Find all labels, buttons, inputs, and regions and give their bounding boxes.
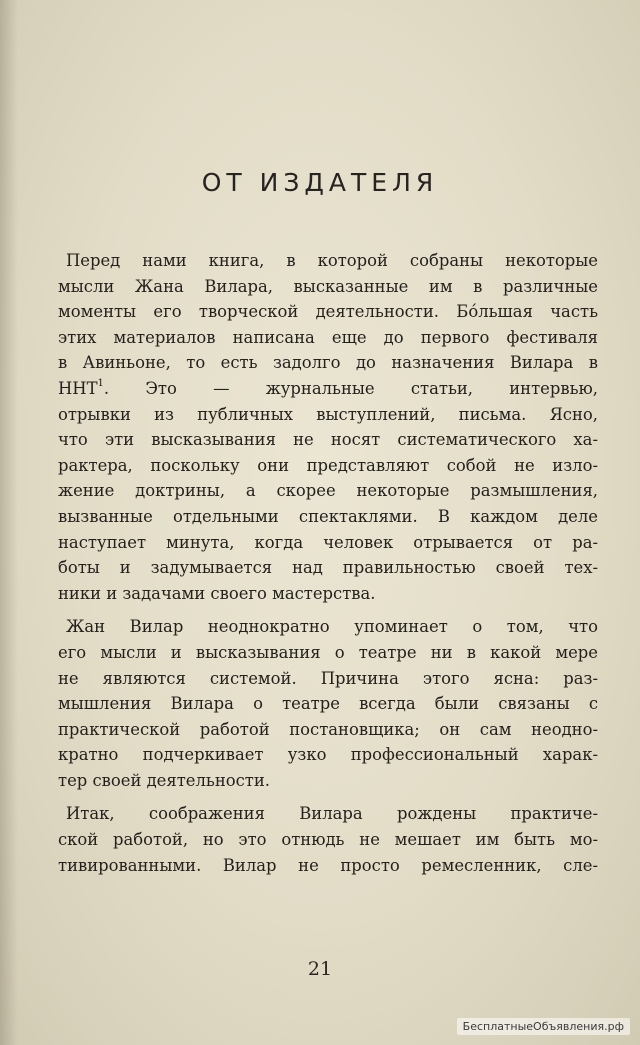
abbreviation-nnt: ННТ — [58, 378, 98, 398]
text-line: отрывки из публичных выступлений, письма. Ясно, — [58, 404, 598, 424]
text-line: моменты его творческой деятельности. Бо́льшая часть — [58, 302, 598, 322]
text-line: ники и задачами своего мастерства. — [58, 583, 376, 603]
text-line: тивированными. Вилар не просто ремесленник, сле- — [58, 855, 598, 875]
text-line: мысли Жана Вилара, высказанные им в различные — [58, 276, 598, 296]
page-edge-shadow — [0, 0, 18, 1045]
text-line: тер своей деятельности. — [58, 770, 270, 790]
footnote-mark: 1 — [97, 377, 104, 389]
text-line: Жан Вилар неоднократно упоминает о том, что — [66, 617, 598, 637]
text-line: практической работой постановщика; он сам неодно- — [58, 719, 598, 739]
text-line: его мысли и высказывания о театре ни в какой мере — [58, 642, 598, 662]
text-line: ской работой, но это отнюдь не мешает им быть мо- — [58, 830, 598, 850]
text-line: мышления Вилара о театре всегда были связаны с — [58, 694, 598, 714]
text-line: наступает минута, когда человек отрывается от ра- — [58, 532, 598, 552]
paragraph-2 — [58, 614, 598, 793]
text-line: кратно подчеркивает узко профессиональный харак- — [58, 745, 598, 765]
text-line-with-footnote — [58, 376, 598, 402]
site-watermark: БесплатныеОбъявления.рф — [457, 1018, 630, 1035]
paragraph-1 — [58, 248, 598, 606]
text-line: боты и задумывается над правильностью своей тех- — [58, 558, 598, 578]
text-line: Итак, соображения Вилара рождены практиче- — [66, 804, 598, 824]
text-line: в Авиньоне, то есть задолго до назначения Вилара в — [58, 353, 598, 373]
text-line: рактера, поскольку они представляют собой не изло- — [58, 455, 598, 475]
text-line: что эти высказывания не носят систематического ха- — [58, 430, 598, 450]
text-line: не являются системой. Причина этого ясна: раз- — [58, 668, 598, 688]
body-text — [58, 248, 598, 886]
paragraph-3 — [58, 801, 598, 878]
text-line: вызванные отдельными спектаклями. В каждом деле — [58, 506, 598, 526]
text-line-continuation: . Это — журнальные статьи, интервью, — [103, 378, 598, 398]
text-line: этих материалов написана еще до первого фестиваля — [58, 327, 598, 347]
text-line: Перед нами книга, в которой собраны некоторые — [66, 251, 598, 270]
text-line: жение доктрины, а скорее некоторые размышления, — [58, 481, 598, 501]
chapter-heading: ОТ ИЗДАТЕЛЯ — [201, 168, 439, 197]
page-number: 21 — [307, 958, 333, 980]
